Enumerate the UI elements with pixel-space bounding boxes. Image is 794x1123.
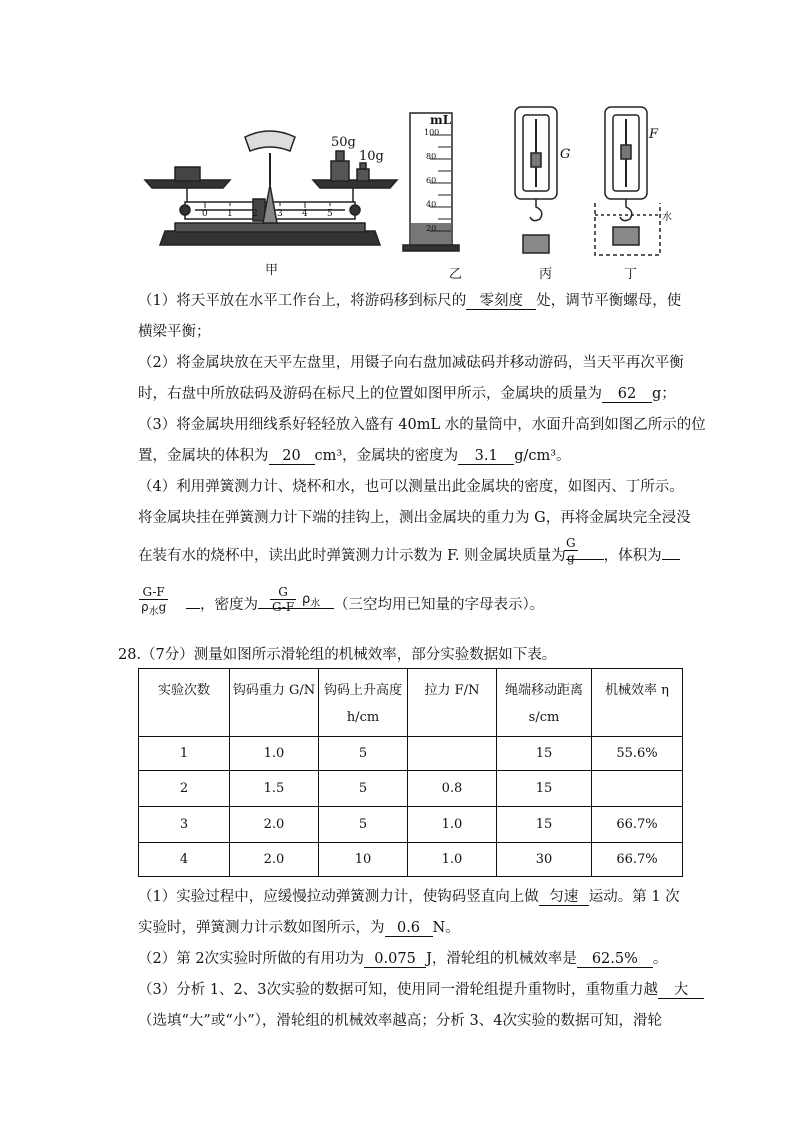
table-cell: 5 <box>319 737 408 771</box>
density-numerator: G <box>270 585 296 600</box>
label-jia: 甲 <box>265 263 279 278</box>
label-ding: 丁 <box>624 267 638 282</box>
ruler-tick-1: 1 <box>227 209 233 219</box>
density-denominator: G-F <box>272 600 295 614</box>
mass-numerator: G <box>566 536 576 550</box>
table-cell: 5 <box>319 807 408 843</box>
table-cell: 66.7% <box>592 843 683 877</box>
spring-g-label: G <box>560 147 571 162</box>
table-cell: 1.0 <box>408 807 497 843</box>
q27-p4b: 将金属块挂在弹簧测力计下端的挂钩上，测出金属块的重力为 G，再将金属块完全浸没 <box>138 510 691 526</box>
q27-p1b: 处，调节平衡螺母，使 <box>536 293 682 309</box>
q27-p3d: g/cm³。 <box>514 448 571 464</box>
q27-part1-line1 <box>138 291 681 311</box>
q27-p3b: 置，金属块的体积为 <box>138 448 269 464</box>
table-cell: 15 <box>497 737 592 771</box>
table-cell: 55.6% <box>592 737 683 771</box>
q27-part2-line1 <box>138 353 684 373</box>
table-row <box>139 843 683 877</box>
header-cell <box>319 669 408 737</box>
density-rho-water <box>302 592 320 610</box>
table-row <box>139 737 683 771</box>
header-text: 实验次数 <box>157 683 210 698</box>
q28-part3-line2 <box>138 1011 662 1031</box>
cylinder-tick-60: 60 <box>426 176 437 185</box>
q27-p1a: （1）将天平放在水平工作台上，将游码移到标尺的 <box>138 293 467 309</box>
cylinder-unit-label: mL <box>430 113 452 127</box>
volume-numerator: G-F <box>139 585 168 600</box>
header-cell <box>592 669 683 737</box>
spring-scale-bing <box>515 107 557 253</box>
table-header-row <box>139 669 683 737</box>
spring-f-label: F <box>649 127 659 142</box>
table-cell: 15 <box>497 807 592 843</box>
q28-intro-text: 28.（7分）测量如图所示滑轮组的机械效率，部分实验数据如下表。 <box>118 647 557 663</box>
table-cell: 2 <box>139 771 230 807</box>
header-text: 钩码重力 G/N <box>232 683 316 698</box>
q27-p2c: g； <box>652 386 676 402</box>
q27-part4-line2 <box>138 508 691 528</box>
header-cell <box>408 669 497 737</box>
density-rho: ρ <box>302 592 311 607</box>
q28-answer-2: 0.6 <box>385 920 433 937</box>
table-cell: 2.0 <box>230 807 319 843</box>
table-cell: 2.0 <box>230 843 319 877</box>
cylinder-tick-100: 100 <box>424 128 440 137</box>
q28-p2c: 。 <box>652 951 668 967</box>
q27-part2-line2 <box>138 384 676 404</box>
q27-p4f: （三空均用已知量的字母表示）。 <box>334 597 545 613</box>
q28-part3-line1 <box>138 980 704 1000</box>
table-cell: 0.8 <box>408 771 497 807</box>
table-row <box>139 807 683 843</box>
table-cell: 15 <box>497 771 592 807</box>
ruler-tick-3: 3 <box>277 209 283 219</box>
q28-p2b: J，滑轮组的机械效率是 <box>426 951 577 967</box>
experiment-table <box>138 668 683 877</box>
q27-answer-2: 62 <box>602 386 652 403</box>
header-text: 机械效率 η <box>605 683 669 698</box>
q28-answer-3: 0.075 <box>364 951 426 968</box>
q28-p2a: （2）第 2次实验时所做的有用功为 <box>138 951 365 967</box>
q27-volume-blank-start <box>662 543 680 560</box>
table-cell: 1.5 <box>230 771 319 807</box>
q27-p4a: （4）利用弹簧测力计、烧杯和水，也可以测量出此金属块的密度，如图丙、丁所示。 <box>138 479 684 495</box>
table-cell: 4 <box>139 843 230 877</box>
q27-p3c: cm³，金属块的密度为 <box>314 448 459 464</box>
ruler-tick-5: 5 <box>327 209 333 219</box>
header-cell <box>497 669 592 737</box>
q28-p1c: 实验时，弹簧测力计示数如图所示，为 <box>138 920 385 936</box>
cylinder-tick-80: 80 <box>426 152 437 161</box>
water-label: 水 <box>662 212 672 223</box>
q28-answer-1: 匀速 <box>539 889 589 906</box>
q27-part1-line2 <box>138 322 211 342</box>
volume-g: g <box>158 600 167 614</box>
weight-10g-label: 10g <box>359 149 384 164</box>
table-cell: 3 <box>139 807 230 843</box>
density-fraction <box>270 585 296 614</box>
weight-50g-label: 50g <box>331 135 356 150</box>
volume-fraction <box>139 585 168 617</box>
table-cell: 5 <box>319 771 408 807</box>
table-row <box>139 771 683 807</box>
q28-answer-5: 大 <box>658 982 704 999</box>
header-cell <box>230 669 319 737</box>
q27-answer-4: 3.1 <box>458 448 514 465</box>
table-cell: 1.0 <box>230 737 319 771</box>
table-cell <box>592 771 683 807</box>
volume-rho: ρ <box>141 600 149 614</box>
table-cell: 1.0 <box>408 843 497 877</box>
header-subtext: h/cm <box>346 710 380 725</box>
q28-intro <box>118 645 556 665</box>
q27-part4-line3 <box>138 543 680 566</box>
cylinder-tick-20: 20 <box>426 224 437 233</box>
apparatus-drawing <box>135 95 675 280</box>
table-cell: 30 <box>497 843 592 877</box>
q27-p4e: ，密度为 <box>200 597 258 613</box>
q27-p4d: ，体积为 <box>603 548 662 564</box>
q28-part1-line2 <box>138 918 460 938</box>
table-cell: 10 <box>319 843 408 877</box>
q27-p2a: （2）将金属块放在天平左盘里，用镊子向右盘加减砝码并移动游码，当天平再次平衡 <box>138 355 684 371</box>
q27-part3-line1 <box>138 415 706 435</box>
header-text: 拉力 F/N <box>424 683 480 698</box>
q28-p1b: 运动。第 1 次 <box>588 889 680 905</box>
header-text: 绳端移动距离 <box>504 683 583 698</box>
q28-p3b: （选填“大”或“小”），滑轮组的机械效率越高；分析 3、4次实验的数据可知，滑轮 <box>138 1013 662 1029</box>
cylinder-tick-40: 40 <box>426 200 437 209</box>
q27-part4-line1 <box>138 477 684 497</box>
header-subtext: s/cm <box>528 710 560 725</box>
q28-p1a: （1）实验过程中，应缓慢拉动弹簧测力计，使钩码竖直向上做 <box>138 889 539 905</box>
q28-part1-line1 <box>138 887 680 907</box>
volume-rho-sub: 水 <box>148 606 159 618</box>
q28-p1d: N。 <box>432 920 460 936</box>
mass-denominator: g <box>566 551 575 565</box>
q27-p3a: （3）将金属块用细线系好轻轻放入盛有 40mL 水的量筒中，水面升高到如图乙所示的位 <box>138 417 706 433</box>
density-rho-sub: 水 <box>310 598 321 610</box>
table-cell: 1 <box>139 737 230 771</box>
q27-answer-3: 20 <box>269 448 315 465</box>
ruler-tick-0: 0 <box>202 209 208 219</box>
table-cell <box>408 737 497 771</box>
q28-answer-4: 62.5% <box>577 951 653 968</box>
volume-denominator <box>139 600 168 617</box>
table-cell: 66.7% <box>592 807 683 843</box>
q28-part2 <box>138 949 667 969</box>
label-bing: 丙 <box>539 267 553 282</box>
q28-p3a: （3）分析 1、2、3次实验的数据可知，使用同一滑轮组提升重物时，重物重力越 <box>138 982 659 998</box>
q27-part4-line4 <box>186 592 544 615</box>
q27-p2b: 时，右盘中所放砝码及游码在标尺上的位置如图甲所示，金属块的质量为 <box>138 386 602 402</box>
q27-p4c: 在装有水的烧杯中，读出此时弹簧测力计示数为 F. 则金属块质量为 <box>138 548 566 564</box>
ruler-tick-2: 2 <box>252 209 258 219</box>
q27-volume-blank-end <box>186 592 200 609</box>
mass-fraction <box>564 536 578 565</box>
q27-answer-1: 零刻度 <box>466 293 536 310</box>
label-yi: 乙 <box>449 267 463 282</box>
experiment-figure <box>135 95 675 280</box>
q27-part3-line2 <box>138 446 571 466</box>
header-text: 钩码上升高度 <box>323 683 402 698</box>
q27-p1c: 横梁平衡； <box>138 324 211 340</box>
ruler-tick-4: 4 <box>302 209 308 219</box>
header-cell <box>139 669 230 737</box>
